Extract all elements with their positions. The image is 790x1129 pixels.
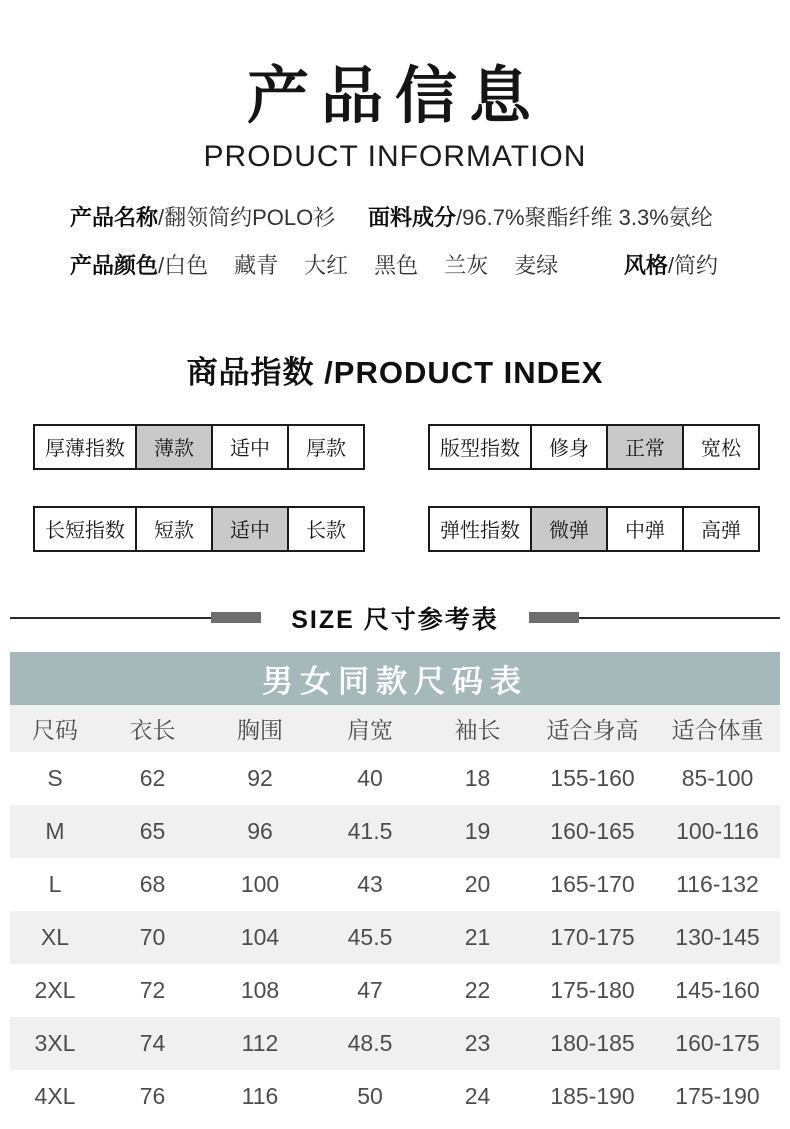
index-option: 宽松	[682, 426, 758, 468]
index-option: 中弹	[606, 508, 682, 550]
table-row-s	[10, 752, 780, 805]
table-cell: 145-160	[675, 976, 760, 1003]
table-cell: 100-116	[676, 817, 759, 844]
table-cell: 50	[357, 1082, 383, 1109]
table-cell: 47	[357, 976, 383, 1003]
table-cell: 175-180	[550, 976, 635, 1003]
table-cell: 76	[139, 1082, 166, 1109]
size-table-header-row	[10, 705, 780, 752]
color-value: 兰灰	[444, 253, 489, 279]
fabric-label: 面料成分	[368, 204, 457, 230]
table-cell: 116	[241, 1082, 279, 1109]
table-cell: 19	[464, 817, 491, 844]
table-row-4xl	[10, 1070, 780, 1123]
product-name-label: 产品名称	[70, 204, 159, 230]
table-cell: L	[48, 870, 62, 897]
index-table-label: 厚薄指数	[45, 438, 125, 461]
index-option: 短款	[135, 508, 211, 550]
table-cell: 20	[464, 870, 491, 897]
index-option: 厚款	[287, 426, 363, 468]
table-cell: 100	[240, 870, 280, 897]
divider-bar-right	[529, 612, 579, 623]
page-title: 产品信息	[246, 62, 543, 131]
table-cell: 70	[139, 923, 166, 950]
fabric-value: /96.7%聚酯纤维 3.3%氨纶	[456, 204, 713, 230]
table-cell: 160-165	[550, 817, 635, 844]
divider-line-right	[579, 617, 780, 619]
color-value: 麦绿	[514, 253, 559, 279]
column-header: 胸围	[237, 716, 283, 743]
index-option-selected: 薄款	[135, 426, 211, 468]
table-cell: 23	[464, 1029, 491, 1056]
table-cell: 85-100	[681, 764, 754, 791]
table-cell: 104	[240, 923, 280, 950]
index-tables	[0, 424, 790, 552]
table-cell: 72	[139, 976, 166, 1003]
table-cell: 108	[240, 976, 280, 1003]
table-cell: 165-170	[550, 870, 635, 897]
divider-bar-left	[211, 612, 261, 623]
table-cell: 155-160	[550, 764, 635, 791]
table-cell: 65	[139, 817, 166, 844]
index-table-label: 弹性指数	[440, 520, 520, 543]
index-option-selected: 适中	[211, 508, 287, 550]
table-cell: 43	[357, 870, 383, 897]
index-table-length	[33, 506, 365, 552]
product-attributes	[0, 204, 790, 281]
table-cell: 68	[139, 870, 166, 897]
table-cell: 170-175	[550, 923, 635, 950]
style-group	[624, 252, 718, 281]
column-header: 适合身高	[546, 716, 639, 743]
table-cell: 116-132	[676, 870, 759, 897]
attribute-line-1	[70, 204, 718, 233]
page-subtitle: PRODUCT INFORMATION	[203, 139, 587, 173]
table-cell: 21	[464, 923, 491, 950]
table-cell: 185-190	[550, 1082, 635, 1109]
table-cell: 41.5	[347, 817, 393, 844]
size-table-title-bar	[10, 652, 780, 705]
table-cell: 62	[139, 764, 166, 791]
index-option: 适中	[211, 426, 287, 468]
table-cell: 22	[464, 976, 491, 1003]
table-cell: XL	[40, 923, 70, 950]
column-header: 尺码	[32, 716, 78, 743]
column-header: 袖长	[454, 716, 501, 743]
table-cell: 96	[247, 817, 273, 844]
size-table-section	[10, 652, 780, 1123]
title-block	[0, 0, 790, 174]
table-cell: 180-185	[550, 1029, 635, 1056]
table-cell: S	[47, 764, 63, 791]
divider-line-left	[10, 617, 211, 619]
index-table-thickness	[33, 424, 365, 470]
index-option: 长款	[287, 508, 363, 550]
product-color-label: 产品颜色	[70, 253, 159, 279]
table-cell: 40	[357, 764, 383, 791]
table-cell: 24	[464, 1082, 491, 1109]
product-index-heading: 商品指数 /PRODUCT INDEX	[186, 354, 604, 390]
index-table-label: 长短指数	[45, 520, 125, 543]
table-row-m	[10, 805, 780, 858]
table-cell: 45.5	[347, 923, 393, 950]
table-cell: 130-145	[675, 923, 760, 950]
table-cell: 112	[241, 1029, 279, 1056]
color-value: /白色	[158, 253, 209, 279]
table-cell: 160-175	[675, 1029, 760, 1056]
table-cell: 175-190	[675, 1082, 760, 1109]
table-cell: 74	[139, 1029, 166, 1056]
table-cell: 48.5	[347, 1029, 393, 1056]
size-divider	[0, 600, 790, 636]
index-option: 修身	[530, 426, 606, 468]
column-header: 肩宽	[347, 716, 393, 743]
size-table	[10, 705, 780, 1123]
index-option-selected: 微弹	[530, 508, 606, 550]
size-divider-title: SIZE 尺寸参考表	[291, 605, 499, 634]
fabric-group	[368, 204, 713, 233]
product-name-group	[70, 204, 368, 233]
style-value: /简约	[667, 253, 718, 279]
table-cell: M	[45, 817, 65, 844]
table-cell: 3XL	[34, 1029, 76, 1056]
table-cell: 4XL	[34, 1082, 76, 1109]
table-row-xl	[10, 911, 780, 964]
column-header: 衣长	[129, 716, 176, 743]
color-value: 藏青	[234, 253, 279, 279]
column-header: 适合体重	[671, 716, 764, 743]
index-table-fit	[428, 424, 760, 470]
table-cell: 2XL	[34, 976, 76, 1003]
table-row-3xl	[10, 1017, 780, 1070]
index-option-selected: 正常	[606, 426, 682, 468]
table-cell: 92	[247, 764, 273, 791]
color-value: 大红	[304, 253, 349, 279]
attribute-line-2	[70, 252, 718, 281]
size-table-title: 男女同款尺码表	[262, 663, 528, 699]
index-option: 高弹	[682, 508, 758, 550]
color-value: 黑色	[374, 253, 419, 279]
index-table-elasticity	[428, 506, 760, 552]
product-color-group	[70, 252, 624, 281]
table-cell: 18	[464, 764, 491, 791]
style-label: 风格	[623, 253, 668, 279]
index-table-label: 版型指数	[440, 438, 520, 461]
table-row-l	[10, 858, 780, 911]
product-name-value: /翻领简约POLO衫	[158, 204, 336, 230]
table-row-2xl	[10, 964, 780, 1017]
